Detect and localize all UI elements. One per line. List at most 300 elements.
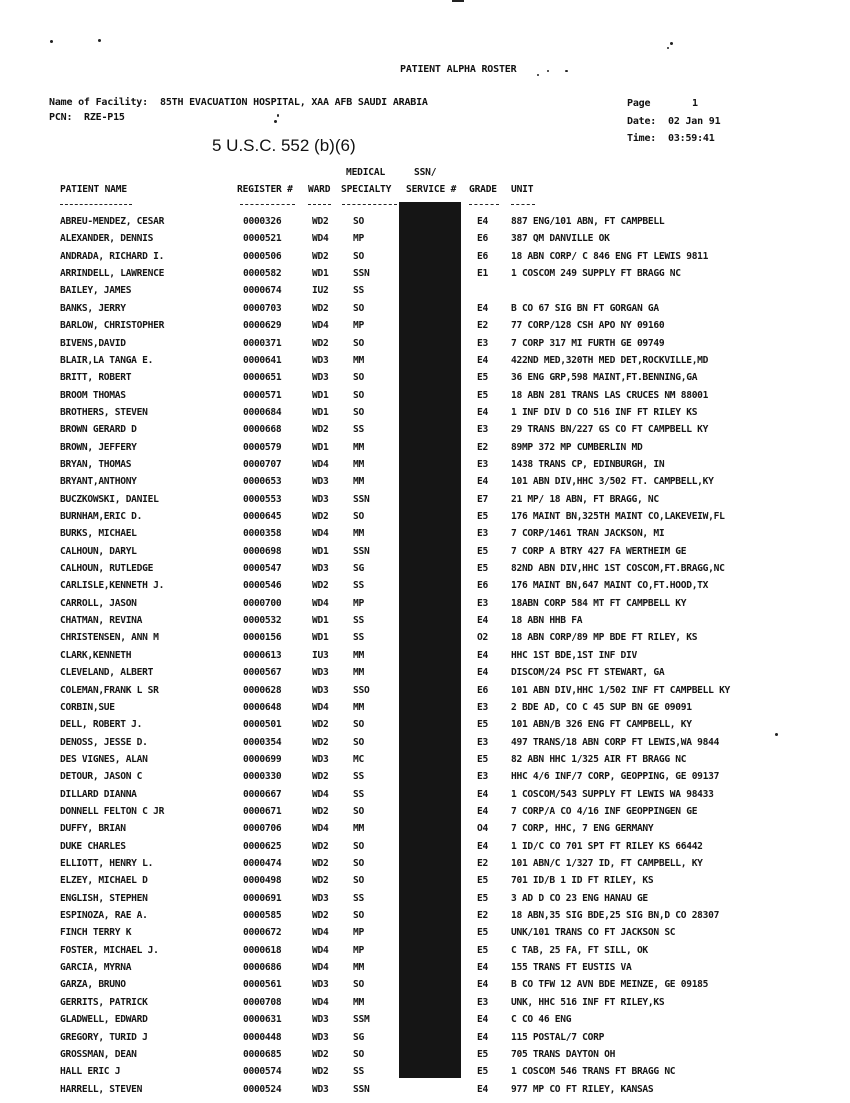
table-row	[0, 1032, 850, 1049]
table-row	[0, 598, 850, 615]
medical-specialty: SO	[353, 719, 364, 731]
medical-specialty: SSN	[353, 493, 370, 505]
unit: 977 MP CO FT RILEY, KANSAS	[511, 1083, 654, 1095]
grade: O2	[477, 632, 488, 644]
register-number: 0000628	[243, 684, 282, 696]
medical-specialty: SS	[353, 285, 364, 297]
table-row	[0, 511, 850, 528]
medical-specialty: SSO	[353, 684, 370, 696]
grade: E3	[477, 996, 488, 1008]
medical-specialty: MC	[353, 753, 364, 765]
ward: WD2	[312, 910, 329, 921]
unit: 176 MAINT BN,647 MAINT CO,FT.HOOD,TX	[511, 580, 709, 592]
medical-specialty: SG	[353, 563, 364, 574]
table-row	[0, 476, 850, 493]
grade: E5	[477, 719, 488, 731]
scan-speck	[537, 74, 539, 76]
grade: E4	[477, 354, 488, 366]
register-number: 0000631	[243, 1014, 282, 1026]
medical-specialty: SS	[353, 580, 364, 592]
unit: HHC 4/6 INF/7 CORP, GEOPPING, GE 09137	[511, 771, 720, 783]
medical-specialty: MM	[353, 701, 364, 713]
col-header-unit: UNIT	[511, 184, 534, 195]
patient-name: CALHOUN, RUTLEDGE	[60, 563, 154, 574]
ward: WD4	[312, 458, 329, 470]
patient-name: BROTHERS, STEVEN	[60, 406, 148, 418]
grade: O4	[477, 823, 488, 835]
unit: HHC 1ST BDE,1ST INF DIV	[511, 649, 637, 661]
table-row	[0, 893, 850, 910]
patient-name: ELLIOTT, HENRY L.	[60, 858, 154, 869]
register-number: 0000625	[243, 840, 282, 852]
grade: E1	[477, 268, 488, 280]
scan-speck	[670, 42, 673, 45]
patient-name: CHRISTENSEN, ANN M	[60, 632, 159, 644]
ward: WD3	[312, 1031, 329, 1043]
table-row	[0, 685, 850, 702]
time-value: 03:59:41	[668, 133, 715, 144]
medical-specialty: MM	[353, 528, 364, 540]
register-number: 0000498	[243, 875, 282, 887]
ward: WD2	[312, 302, 329, 314]
patient-name: HARRELL, STEVEN	[60, 1083, 143, 1095]
facility-label: Name of Facility:	[49, 97, 148, 108]
unit: 18 ABN HHB FA	[511, 615, 583, 626]
table-row	[0, 823, 850, 840]
unit: 18 ABN,35 SIG BDE,25 SIG BN,D CO 28307	[511, 910, 720, 921]
medical-specialty: SSN	[353, 268, 370, 280]
grade: E5	[477, 753, 488, 765]
grade: E3	[477, 771, 488, 783]
medical-specialty: SO	[353, 736, 364, 748]
grade: E3	[477, 528, 488, 540]
medical-specialty: MP	[353, 927, 364, 939]
table-row	[0, 528, 850, 545]
unit: 1 COSCOM/543 SUPPLY FT LEWIS WA 98433	[511, 788, 714, 800]
patient-name: DENOSS, JESSE D.	[60, 736, 148, 748]
time-label: Time:	[627, 133, 657, 144]
scan-speck	[98, 39, 101, 42]
register-number: 0000521	[243, 233, 282, 245]
medical-specialty: SO	[353, 979, 364, 991]
ward: WD4	[312, 944, 329, 956]
table-row	[0, 910, 850, 927]
unit: 18 ABN 281 TRANS LAS CRUCES NM 88001	[511, 389, 709, 401]
medical-specialty: SS	[353, 632, 364, 644]
ward: IU3	[312, 649, 329, 661]
table-row	[0, 216, 850, 233]
unit: 7 CORP A BTRY 427 FA WERTHEIM GE	[511, 545, 687, 557]
scan-speck	[274, 120, 277, 123]
ward: WD2	[312, 337, 329, 349]
medical-specialty: SS	[353, 788, 364, 800]
medical-specialty: SSN	[353, 1083, 370, 1095]
register-number: 0000671	[243, 805, 282, 817]
medical-specialty: MM	[353, 996, 364, 1008]
grade: E6	[477, 580, 488, 592]
unit: 101 ABN DIV,HHC 3/502 FT. CAMPBELL,KY	[511, 476, 714, 488]
table-row	[0, 979, 850, 996]
unit: 1 INF DIV D CO 516 INF FT RILEY KS	[511, 406, 698, 418]
grade: E3	[477, 458, 488, 470]
ward: WD3	[312, 684, 329, 696]
col-header-service: SERVICE #	[406, 184, 457, 195]
register-number: 0000668	[243, 424, 282, 436]
patient-name: GERRITS, PATRICK	[60, 996, 148, 1008]
ward: WD3	[312, 753, 329, 765]
patient-name: BROWN GERARD D	[60, 424, 137, 436]
patient-name: DES VIGNES, ALAN	[60, 753, 148, 765]
grade: E7	[477, 493, 488, 505]
grade: E4	[477, 302, 488, 314]
patient-name: CORBIN,SUE	[60, 701, 115, 713]
register-number: 0000651	[243, 372, 282, 384]
register-number: 0000686	[243, 962, 282, 974]
col-header-register: REGISTER #	[237, 184, 293, 195]
grade: E2	[477, 441, 488, 453]
grade: E5	[477, 1048, 488, 1060]
col-header-ssn-top: SSN/	[414, 167, 437, 178]
unit: 115 POSTAL/7 CORP	[511, 1031, 605, 1043]
table-row	[0, 806, 850, 823]
grade: E6	[477, 684, 488, 696]
unit: C TAB, 25 FA, FT SILL, OK	[511, 944, 648, 956]
medical-specialty: SO	[353, 372, 364, 384]
scan-speck	[667, 47, 669, 49]
grade: E5	[477, 927, 488, 939]
table-row	[0, 702, 850, 719]
unit: 705 TRANS DAYTON OH	[511, 1048, 616, 1060]
medical-specialty: SO	[353, 840, 364, 852]
unit: 422ND MED,320TH MED DET,ROCKVILLE,MD	[511, 354, 709, 366]
ward: WD2	[312, 580, 329, 592]
grade: E4	[477, 788, 488, 800]
ward: WD3	[312, 372, 329, 384]
register-number: 0000330	[243, 771, 282, 783]
register-number: 0000371	[243, 337, 282, 349]
unit: 29 TRANS BN/227 GS CO FT CAMPBELL KY	[511, 424, 709, 436]
patient-name: DONNELL FELTON C JR	[60, 805, 165, 817]
foia-exemption-stamp: 5 U.S.C. 552 (b)(6)	[212, 136, 356, 155]
table-row	[0, 771, 850, 788]
table-row	[0, 372, 850, 389]
unit: 82 ABN HHC 1/325 AIR FT BRAGG NC	[511, 753, 687, 765]
pcn-value: RZE-P15	[84, 112, 125, 123]
medical-specialty: SO	[353, 805, 364, 817]
patient-name: BAILEY, JAMES	[60, 285, 132, 297]
unit: 89MP 372 MP CUMBERLIN MD	[511, 441, 643, 453]
patient-name: ALEXANDER, DENNIS	[60, 233, 154, 245]
medical-specialty: SS	[353, 615, 364, 626]
unit: 101 ABN/C 1/327 ID, FT CAMPBELL, KY	[511, 858, 703, 869]
table-row	[0, 268, 850, 285]
patient-name: BARLOW, CHRISTOPHER	[60, 320, 165, 332]
unit: 18 ABN CORP/ C 846 ENG FT LEWIS 9811	[511, 250, 709, 262]
scan-speck	[452, 0, 464, 2]
patient-name: BURKS, MICHAEL	[60, 528, 137, 540]
table-row	[0, 459, 850, 476]
table-row	[0, 442, 850, 459]
grade: E5	[477, 1066, 488, 1078]
table-row	[0, 303, 850, 320]
patient-name: ESPINOZA, RAE A.	[60, 910, 148, 921]
col-header-ward: WARD	[308, 184, 331, 195]
medical-specialty: MP	[353, 597, 364, 609]
patient-name: DILLARD DIANNA	[60, 788, 137, 800]
unit: B CO TFW 12 AVN BDE MEINZE, GE 09185	[511, 979, 709, 991]
medical-specialty: SO	[353, 511, 364, 522]
unit: 176 MAINT BN,325TH MAINT CO,LAKEVEIW,FL	[511, 511, 725, 522]
register-number: 0000645	[243, 511, 282, 522]
medical-specialty: MM	[353, 649, 364, 661]
grade: E5	[477, 511, 488, 522]
unit: 18 ABN CORP/89 MP BDE FT RILEY, KS	[511, 632, 698, 644]
ward: WD1	[312, 545, 329, 557]
grade: E4	[477, 649, 488, 661]
ward: WD4	[312, 528, 329, 540]
grade: E5	[477, 563, 488, 574]
ward: WD3	[312, 1083, 329, 1095]
ward: WD2	[312, 511, 329, 522]
register-number: 0000582	[243, 268, 282, 280]
ward: WD2	[312, 840, 329, 852]
facility-value: 85TH EVACUATION HOSPITAL, XAA AFB SAUDI ARABIA	[160, 97, 428, 108]
medical-specialty: SO	[353, 250, 364, 262]
register-number: 0000707	[243, 458, 282, 470]
register-number: 0000546	[243, 580, 282, 592]
ward: WD2	[312, 875, 329, 887]
table-row	[0, 927, 850, 944]
patient-name: CARLISLE,KENNETH J.	[60, 580, 165, 592]
medical-specialty: SS	[353, 892, 364, 904]
grade: E3	[477, 424, 488, 436]
table-row	[0, 858, 850, 875]
unit: 887 ENG/101 ABN, FT CAMPBELL	[511, 216, 665, 227]
register-number: 0000699	[243, 753, 282, 765]
table-row	[0, 1066, 850, 1083]
ward: WD2	[312, 216, 329, 227]
grade: E4	[477, 615, 488, 626]
grade: E5	[477, 892, 488, 904]
col-underline	[469, 204, 499, 205]
unit: B CO 67 SIG BN FT GORGAN GA	[511, 302, 659, 314]
patient-name: GARCIA, MYRNA	[60, 962, 132, 974]
scan-speck	[277, 114, 279, 117]
table-row	[0, 1049, 850, 1066]
table-row	[0, 580, 850, 597]
grade: E4	[477, 667, 488, 679]
medical-specialty: SO	[353, 406, 364, 418]
table-row	[0, 615, 850, 632]
table-row	[0, 251, 850, 268]
col-header-grade: GRADE	[469, 184, 497, 195]
ward: WD1	[312, 406, 329, 418]
medical-specialty: SS	[353, 771, 364, 783]
medical-specialty: MP	[353, 944, 364, 956]
unit: 155 TRANS FT EUSTIS VA	[511, 962, 632, 974]
table-row	[0, 424, 850, 441]
grade: E2	[477, 858, 488, 869]
patient-name: ELZEY, MICHAEL D	[60, 875, 148, 887]
grade: E5	[477, 944, 488, 956]
ward: WD4	[312, 788, 329, 800]
ward: IU2	[312, 285, 329, 297]
medical-specialty: SO	[353, 302, 364, 314]
ward: WD1	[312, 441, 329, 453]
col-underline	[342, 204, 397, 205]
patient-name: DUFFY, BRIAN	[60, 823, 126, 835]
medical-specialty: SSM	[353, 1014, 370, 1026]
grade: E4	[477, 216, 488, 227]
medical-specialty: MM	[353, 823, 364, 835]
table-row	[0, 945, 850, 962]
unit: UNK, HHC 516 INF FT RILEY,KS	[511, 996, 665, 1008]
ward: WD3	[312, 979, 329, 991]
report-title: PATIENT ALPHA ROSTER	[400, 64, 517, 75]
grade: E5	[477, 372, 488, 384]
medical-specialty: MM	[353, 354, 364, 366]
unit: 18ABN CORP 584 MT FT CAMPBELL KY	[511, 597, 687, 609]
patient-name: BRITT, ROBERT	[60, 372, 132, 384]
ward: WD1	[312, 632, 329, 644]
ward: WD4	[312, 823, 329, 835]
register-number: 0000561	[243, 979, 282, 991]
ward: WD2	[312, 805, 329, 817]
grade: E4	[477, 476, 488, 488]
medical-specialty: MM	[353, 458, 364, 470]
table-row	[0, 338, 850, 355]
register-number: 0000708	[243, 996, 282, 1008]
scan-speck	[50, 40, 53, 43]
unit: 7 CORP, HHC, 7 ENG GERMANY	[511, 823, 654, 835]
unit: 21 MP/ 18 ABN, FT BRAGG, NC	[511, 493, 659, 505]
table-row	[0, 1084, 850, 1101]
register-number: 0000674	[243, 285, 282, 297]
register-number: 0000574	[243, 1066, 282, 1078]
register-number: 0000579	[243, 441, 282, 453]
unit: 101 ABN/B 326 ENG FT CAMPBELL, KY	[511, 719, 692, 731]
medical-specialty: SO	[353, 216, 364, 227]
ward: WD3	[312, 892, 329, 904]
col-underline	[511, 204, 535, 205]
grade: E3	[477, 597, 488, 609]
register-number: 0000685	[243, 1048, 282, 1060]
register-number: 0000700	[243, 597, 282, 609]
table-row	[0, 390, 850, 407]
grade: E4	[477, 979, 488, 991]
ward: WD3	[312, 476, 329, 488]
page-number: 1	[692, 98, 698, 109]
unit: 82ND ABN DIV,HHC 1ST COSCOM,FT.BRAGG,NC	[511, 563, 725, 574]
register-number: 0000567	[243, 667, 282, 679]
register-number: 0000524	[243, 1083, 282, 1095]
unit: 36 ENG GRP,598 MAINT,FT.BENNING,GA	[511, 372, 698, 384]
unit: 101 ABN DIV,HHC 1/502 INF FT CAMPBELL KY	[511, 684, 731, 696]
patient-name: CLARK,KENNETH	[60, 649, 132, 661]
patient-name: FOSTER, MICHAEL J.	[60, 944, 159, 956]
register-number: 0000667	[243, 788, 282, 800]
patient-name: BRYAN, THOMAS	[60, 458, 132, 470]
pcn-label: PCN:	[49, 112, 73, 123]
grade: E6	[477, 233, 488, 245]
ward: WD4	[312, 962, 329, 974]
ward: WD3	[312, 667, 329, 679]
grade: E5	[477, 389, 488, 401]
ward: WD4	[312, 597, 329, 609]
patient-name: BUCZKOWSKI, DANIEL	[60, 493, 159, 505]
table-row	[0, 355, 850, 372]
unit: DISCOM/24 PSC FT STEWART, GA	[511, 667, 665, 679]
grade: E4	[477, 1014, 488, 1026]
ward: WD2	[312, 1066, 329, 1078]
patient-name: ARRINDELL, LAWRENCE	[60, 268, 165, 280]
patient-name: CARROLL, JASON	[60, 597, 137, 609]
grade: E2	[477, 320, 488, 332]
register-number: 0000156	[243, 632, 282, 644]
patient-name: CALHOUN, DARYL	[60, 545, 137, 557]
patient-name: BIVENS,DAVID	[60, 337, 126, 349]
grade: E2	[477, 910, 488, 921]
patient-name: BURNHAM,ERIC D.	[60, 511, 143, 522]
patient-name: ABREU-MENDEZ, CESAR	[60, 216, 165, 227]
table-row	[0, 719, 850, 736]
patient-name: BANKS, JERRY	[60, 302, 126, 314]
medical-specialty: SO	[353, 1048, 364, 1060]
unit: UNK/101 TRANS CO FT JACKSON SC	[511, 927, 676, 939]
patient-name: BROWN, JEFFERY	[60, 441, 137, 453]
unit: 387 QM DANVILLE OK	[511, 233, 610, 245]
ward: WD2	[312, 1048, 329, 1060]
patient-name: CLEVELAND, ALBERT	[60, 667, 154, 679]
grade: E4	[477, 1031, 488, 1043]
medical-specialty: SS	[353, 1066, 364, 1078]
table-row	[0, 997, 850, 1014]
ward: WD4	[312, 996, 329, 1008]
unit: 3 AD D CO 23 ENG HANAU GE	[511, 892, 648, 904]
ward: WD3	[312, 493, 329, 505]
register-number: 0000553	[243, 493, 282, 505]
table-row	[0, 546, 850, 563]
medical-specialty: MM	[353, 441, 364, 453]
scan-speck	[565, 70, 568, 72]
unit: 7 CORP 317 MI FURTH GE 09749	[511, 337, 665, 349]
ward: WD3	[312, 354, 329, 366]
register-number: 0000684	[243, 406, 282, 418]
table-row	[0, 632, 850, 649]
medical-specialty: MM	[353, 667, 364, 679]
medical-specialty: SO	[353, 858, 364, 869]
ward: WD1	[312, 615, 329, 626]
ward: WD3	[312, 1014, 329, 1026]
unit: 77 CORP/128 CSH APO NY 09160	[511, 320, 665, 332]
medical-specialty: MM	[353, 962, 364, 974]
ward: WD1	[312, 389, 329, 401]
register-number: 0000358	[243, 528, 282, 540]
table-row	[0, 737, 850, 754]
register-number: 0000691	[243, 892, 282, 904]
patient-name: GLADWELL, EDWARD	[60, 1014, 148, 1026]
patient-name: BROOM THOMAS	[60, 389, 126, 401]
unit: 1 ID/C CO 701 SPT FT RILEY KS 66442	[511, 840, 703, 852]
scan-speck	[547, 70, 549, 72]
register-number: 0000547	[243, 563, 282, 574]
col-header-patient-name: PATIENT NAME	[60, 184, 127, 195]
register-number: 0000448	[243, 1031, 282, 1043]
col-underline	[60, 204, 132, 205]
patient-name: ENGLISH, STEPHEN	[60, 892, 148, 904]
date-value: 02 Jan 91	[668, 116, 721, 127]
register-number: 0000501	[243, 719, 282, 731]
